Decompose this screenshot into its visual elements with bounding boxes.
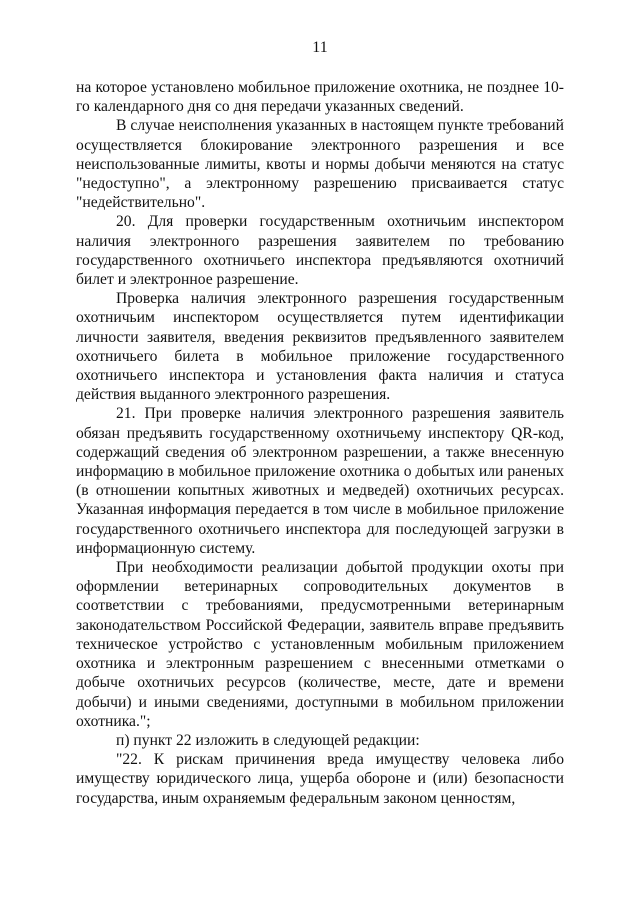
paragraph-permit-check: Проверка наличия электронного разрешения государственным охотничьим инспектором осуществляется путем идентификации личности заявителя, введения реквизитов предъявленного заявителем охотничьего билета в мобильное приложение государственного охотничьего инспектора и установления факта наличия и статуса действия выданного электронного разрешения. <box>76 290 564 404</box>
page-number: 11 <box>312 39 328 56</box>
paragraph-item-21: 21. При проверке наличия электронного разрешения заявитель обязан предъявить государственному охотничьему инспектору QR-код, содержащий сведения об электронном разрешении, а также внесенную информацию в мобильное приложение охотника о добытых или раненых (в отношении копытных животных и медведей) охотничьих ресурсах. Указанная информация передается в том числе в мобильное приложение государственного охотничьего инспектора для последующей загрузки в информационную систему. <box>76 405 564 557</box>
paragraph-veterinary-documents: При необходимости реализации добытой продукции охоты при оформлении ветеринарных сопроводительных документов в соответствии с требованиями, предусмотренными ветеринарным законодательством Российской Федерации, заявитель вправе предъявить техническое устройство с установленным мобильным приложением охотника и электронным разрешением с внесенными отметками о добыче охотничьих ресурсов (количестве, месте, дате и времени добычи) и иными сведениями, доступными в мобильном приложении охотника."; <box>76 559 564 730</box>
paragraph-item-22: "22. К рискам причинения вреда имуществу человека либо имуществу юридического лица, ущерба обороне и (или) безопасности государства, иным охраняемым федеральным законом ценностям, <box>76 751 564 807</box>
paragraph-blocking-conditions: В случае неисполнения указанных в настоящем пункте требований осуществляется блокирование электронного разрешения и все неиспользованные лимиты, квоты и нормы добычи меняются на статус "недоступно", а электронному разрешению присваивается статус "недействительно". <box>76 117 564 212</box>
paragraph-item-20: 20. Для проверки государственным охотничьим инспектором наличия электронного разрешения заявителем по требованию государственного охотничьего инспектора предъявляются охотничий билет и электронное разрешение. <box>76 213 564 289</box>
paragraph-continuation: на которое установлено мобильное приложение охотника, не позднее 10-го календарного дня со дня передачи указанных сведений. <box>76 79 564 116</box>
document-body <box>76 78 564 808</box>
paragraph-amendment-p: п) пункт 22 изложить в следующей редакции: <box>116 731 420 749</box>
